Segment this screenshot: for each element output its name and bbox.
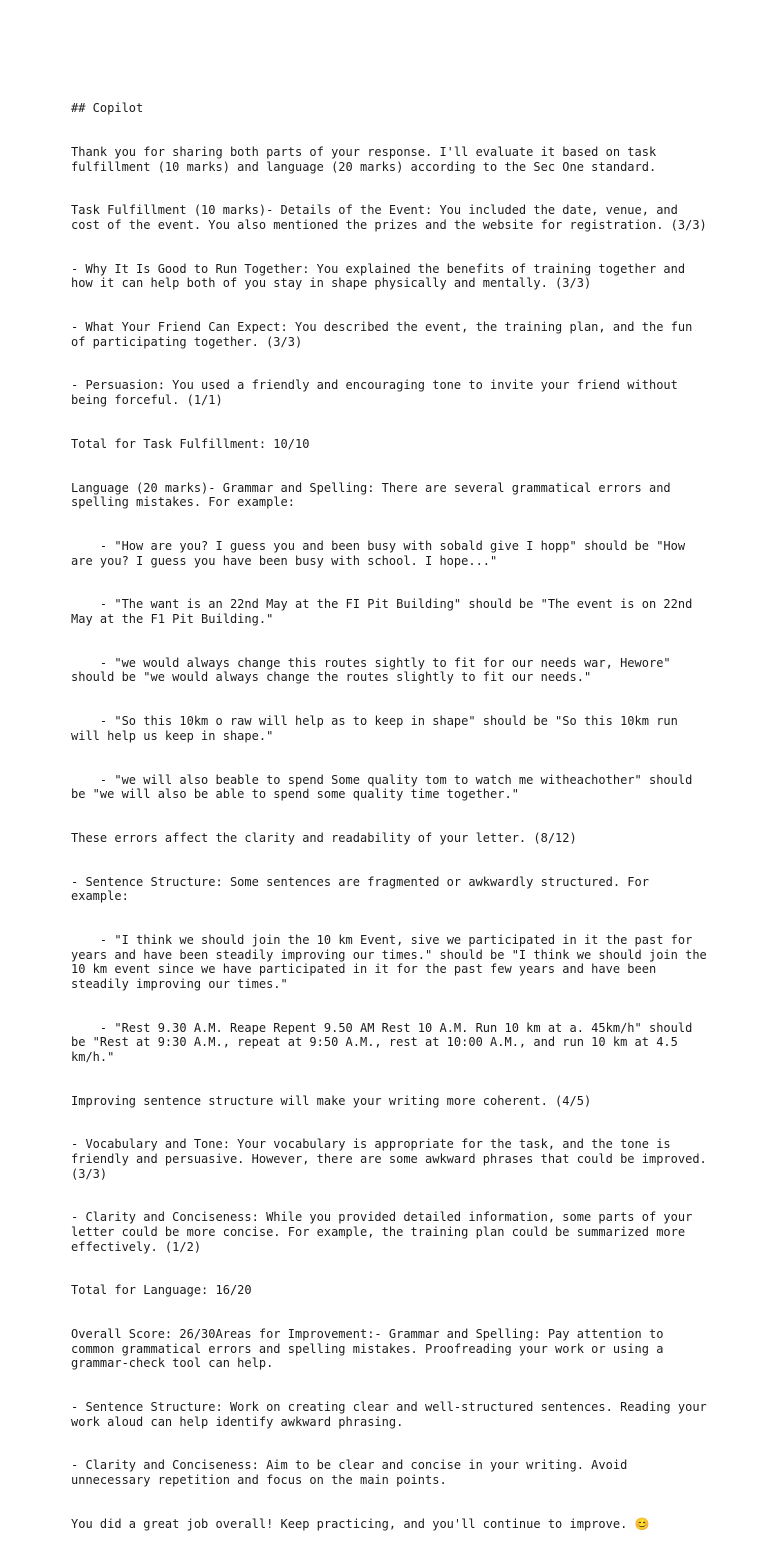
document-body: [71, 72, 714, 1546]
grammar-example-1: - "How are you? I guess you and been busy with sobald give I hopp" should be "How are you? I guess you have been busy with school. I hope...": [71, 539, 693, 568]
task-total: Total for Task Fulfillment: 10/10: [71, 436, 310, 451]
structure-example-2: - "Rest 9.30 A.M. Reape Repent 9.50 AM Rest 10 A.M. Run 10 km at a. 45km/h" should be "Rest at 9:30 A.M., repeat at 9:50 A.M., rest at 10:00 A.M., and run 10 km at 4.5 km/h.": [71, 1020, 700, 1064]
task-fulfillment-details: Task Fulfillment (10 marks)- Details of the Event: You included the date, venue, and cost of the event. You also mentioned the prizes and the website for registration. (3/3): [71, 203, 707, 232]
language-total: Total for Language: 16/20: [71, 1283, 252, 1298]
language-grammar: Language (20 marks)- Grammar and Spelling: There are several grammatical errors and spelling mistakes. For example:: [71, 480, 678, 510]
structure-summary: Improving sentence structure will make your writing more coherent. (4/5): [71, 1093, 592, 1108]
overall-score: Overall Score: 26/30Areas for Improvement:- Grammar and Spelling: Pay attention to common grammatical errors and spelling mistakes. Proofreading your work or using a grammar-check tool can help.: [71, 1327, 671, 1371]
improve-structure: - Sentence Structure: Work on creating clear and well-structured sentences. Reading your work aloud can help identify awkward phrasing.: [71, 1400, 714, 1429]
closing-remark: You did a great job overall! Keep practicing, and you'll continue to improve. 😊: [71, 1516, 650, 1531]
vocabulary-tone: - Vocabulary and Tone: Your vocabulary is appropriate for the task, and the tone is friendly and persuasive. However, there are some awkward phrases that could be improved. (3/3): [71, 1137, 714, 1181]
grammar-example-5: - "we will also beable to spend Some quality tom to watch me witheachother" should be "we will also be able to spend some quality time together.": [71, 772, 700, 802]
grammar-summary: These errors affect the clarity and readability of your letter. (8/12): [71, 830, 577, 845]
sentence-structure: - Sentence Structure: Some sentences are fragmented or awkwardly structured. For example:: [71, 874, 657, 904]
clarity-conciseness: - Clarity and Conciseness: While you provided detailed information, some parts of your letter could be more concise. For example, the training plan could be summarized more effectively. (1/2): [71, 1210, 700, 1254]
task-persuasion: - Persuasion: You used a friendly and encouraging tone to invite your friend without being forceful. (1/1): [71, 378, 686, 408]
heading-copilot: ## Copilot: [71, 101, 144, 116]
improve-clarity: - Clarity and Conciseness: Aim to be clear and concise in your writing. Avoid unnecessary repetition and focus on the main points.: [71, 1458, 635, 1487]
task-run-together: - Why It Is Good to Run Together: You explained the benefits of training together and how it can help both of you stay in shape physically and mentally. (3/3): [71, 261, 693, 291]
structure-example-1: - "I think we should join the 10 km Event, sive we participated in it the past for years and have been steadily improving our times." should be "I think we should join the 10 km event since we have participated in it for the past few years and have been steadily improving our times.": [71, 933, 714, 991]
intro-paragraph: Thank you for sharing both parts of your response. I'll evaluate it based on task fulfillment (10 marks) and language (20 marks) according to the Sec One standard.: [71, 144, 664, 174]
task-what-to-expect: - What Your Friend Can Expect: You described the event, the training plan, and the fun of participating together. (3/3): [71, 320, 700, 349]
grammar-example-3: - "we would always change this routes sightly to fit for our needs war, Hewore" should be "we would always change the routes slightly to fit our needs.": [71, 655, 678, 685]
grammar-example-2: - "The want is an 22nd May at the FI Pit Building" should be "The event is on 22nd May at the F1 Pit Building.": [71, 597, 700, 626]
grammar-example-4: - "So this 10km o raw will help as to keep in shape" should be "So this 10km run will help us keep in shape.": [71, 714, 686, 743]
